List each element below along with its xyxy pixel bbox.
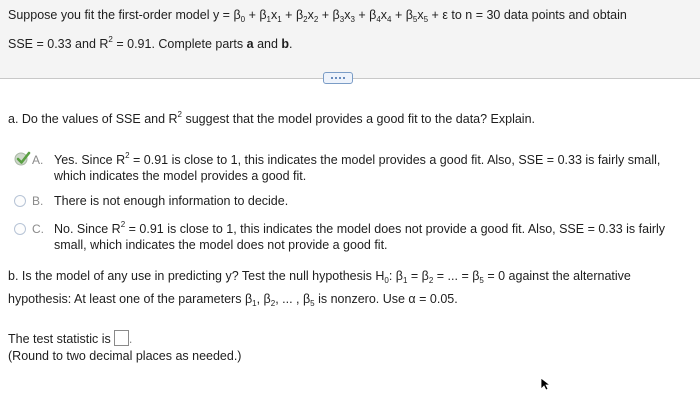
more-button[interactable] — [323, 72, 353, 84]
radio-button[interactable] — [14, 195, 26, 207]
test-statistic-input[interactable] — [114, 330, 129, 346]
dot-icon — [339, 77, 341, 79]
part-b-question-line-2: hypothesis: At least one of the parameters $\beta_1$, $\beta_2$, ... , $\beta_5$ is nonzero. Use α = 0.05. — [8, 292, 458, 308]
intro-line-2: SSE = 0.33 and $R^2 = 0.91$. Complete parts a and b. — [8, 35, 293, 51]
option-c-letter: C. — [32, 222, 44, 236]
part-a-question: a. Do the values of SSE and $R^2$ suggest that the model provides a good fit to the data? Explain. — [8, 110, 536, 126]
question-header — [0, 0, 700, 78]
option-a-letter: A. — [32, 153, 44, 167]
option-b-letter: B. — [32, 194, 44, 208]
test-statistic-row: The test statistic is . — [8, 332, 133, 346]
mouse-cursor-icon — [540, 377, 552, 391]
part-b-question-line-1: b. Is the model of any use in predicting y? Test the null hypothesis $H_0$: $\beta_1 = \beta_2$ = ... = $\beta_5 = 0$ against the alternative — [8, 269, 631, 285]
option-b-text: There is not enough information to decide. — [54, 194, 289, 208]
rounding-hint: (Round to two decimal places as needed.) — [8, 349, 242, 363]
dot-icon — [343, 77, 345, 79]
radio-button[interactable] — [14, 223, 26, 235]
intro-line-1: Suppose you fit the first-order model $y = \beta_0 + \beta_1x_1 + \beta_2x_2 + \beta_3x_3 + \beta_4x_4 + \beta_5x_5 + \varepsilon$ to n = 30 data points and obtain — [8, 8, 627, 24]
option-c-text: No. Since $R^2 = 0.91$ is close to 1, this indicates the model does not provide a good fit. Also, SSE = 0.33 is fairly small, which indicates the model does not provide a good fit. — [54, 220, 666, 252]
dot-icon — [335, 77, 337, 79]
option-a-text: Yes. Since $R^2 = 0.91$ is close to 1, this indicates the model provides a good fit. Also, SSE = 0.33 is fairly small, which indicates the model provides a good fit. — [54, 151, 661, 183]
test-statistic-label: The test statistic is — [8, 332, 111, 346]
dot-icon — [331, 77, 333, 79]
checkmark-icon — [14, 150, 32, 168]
